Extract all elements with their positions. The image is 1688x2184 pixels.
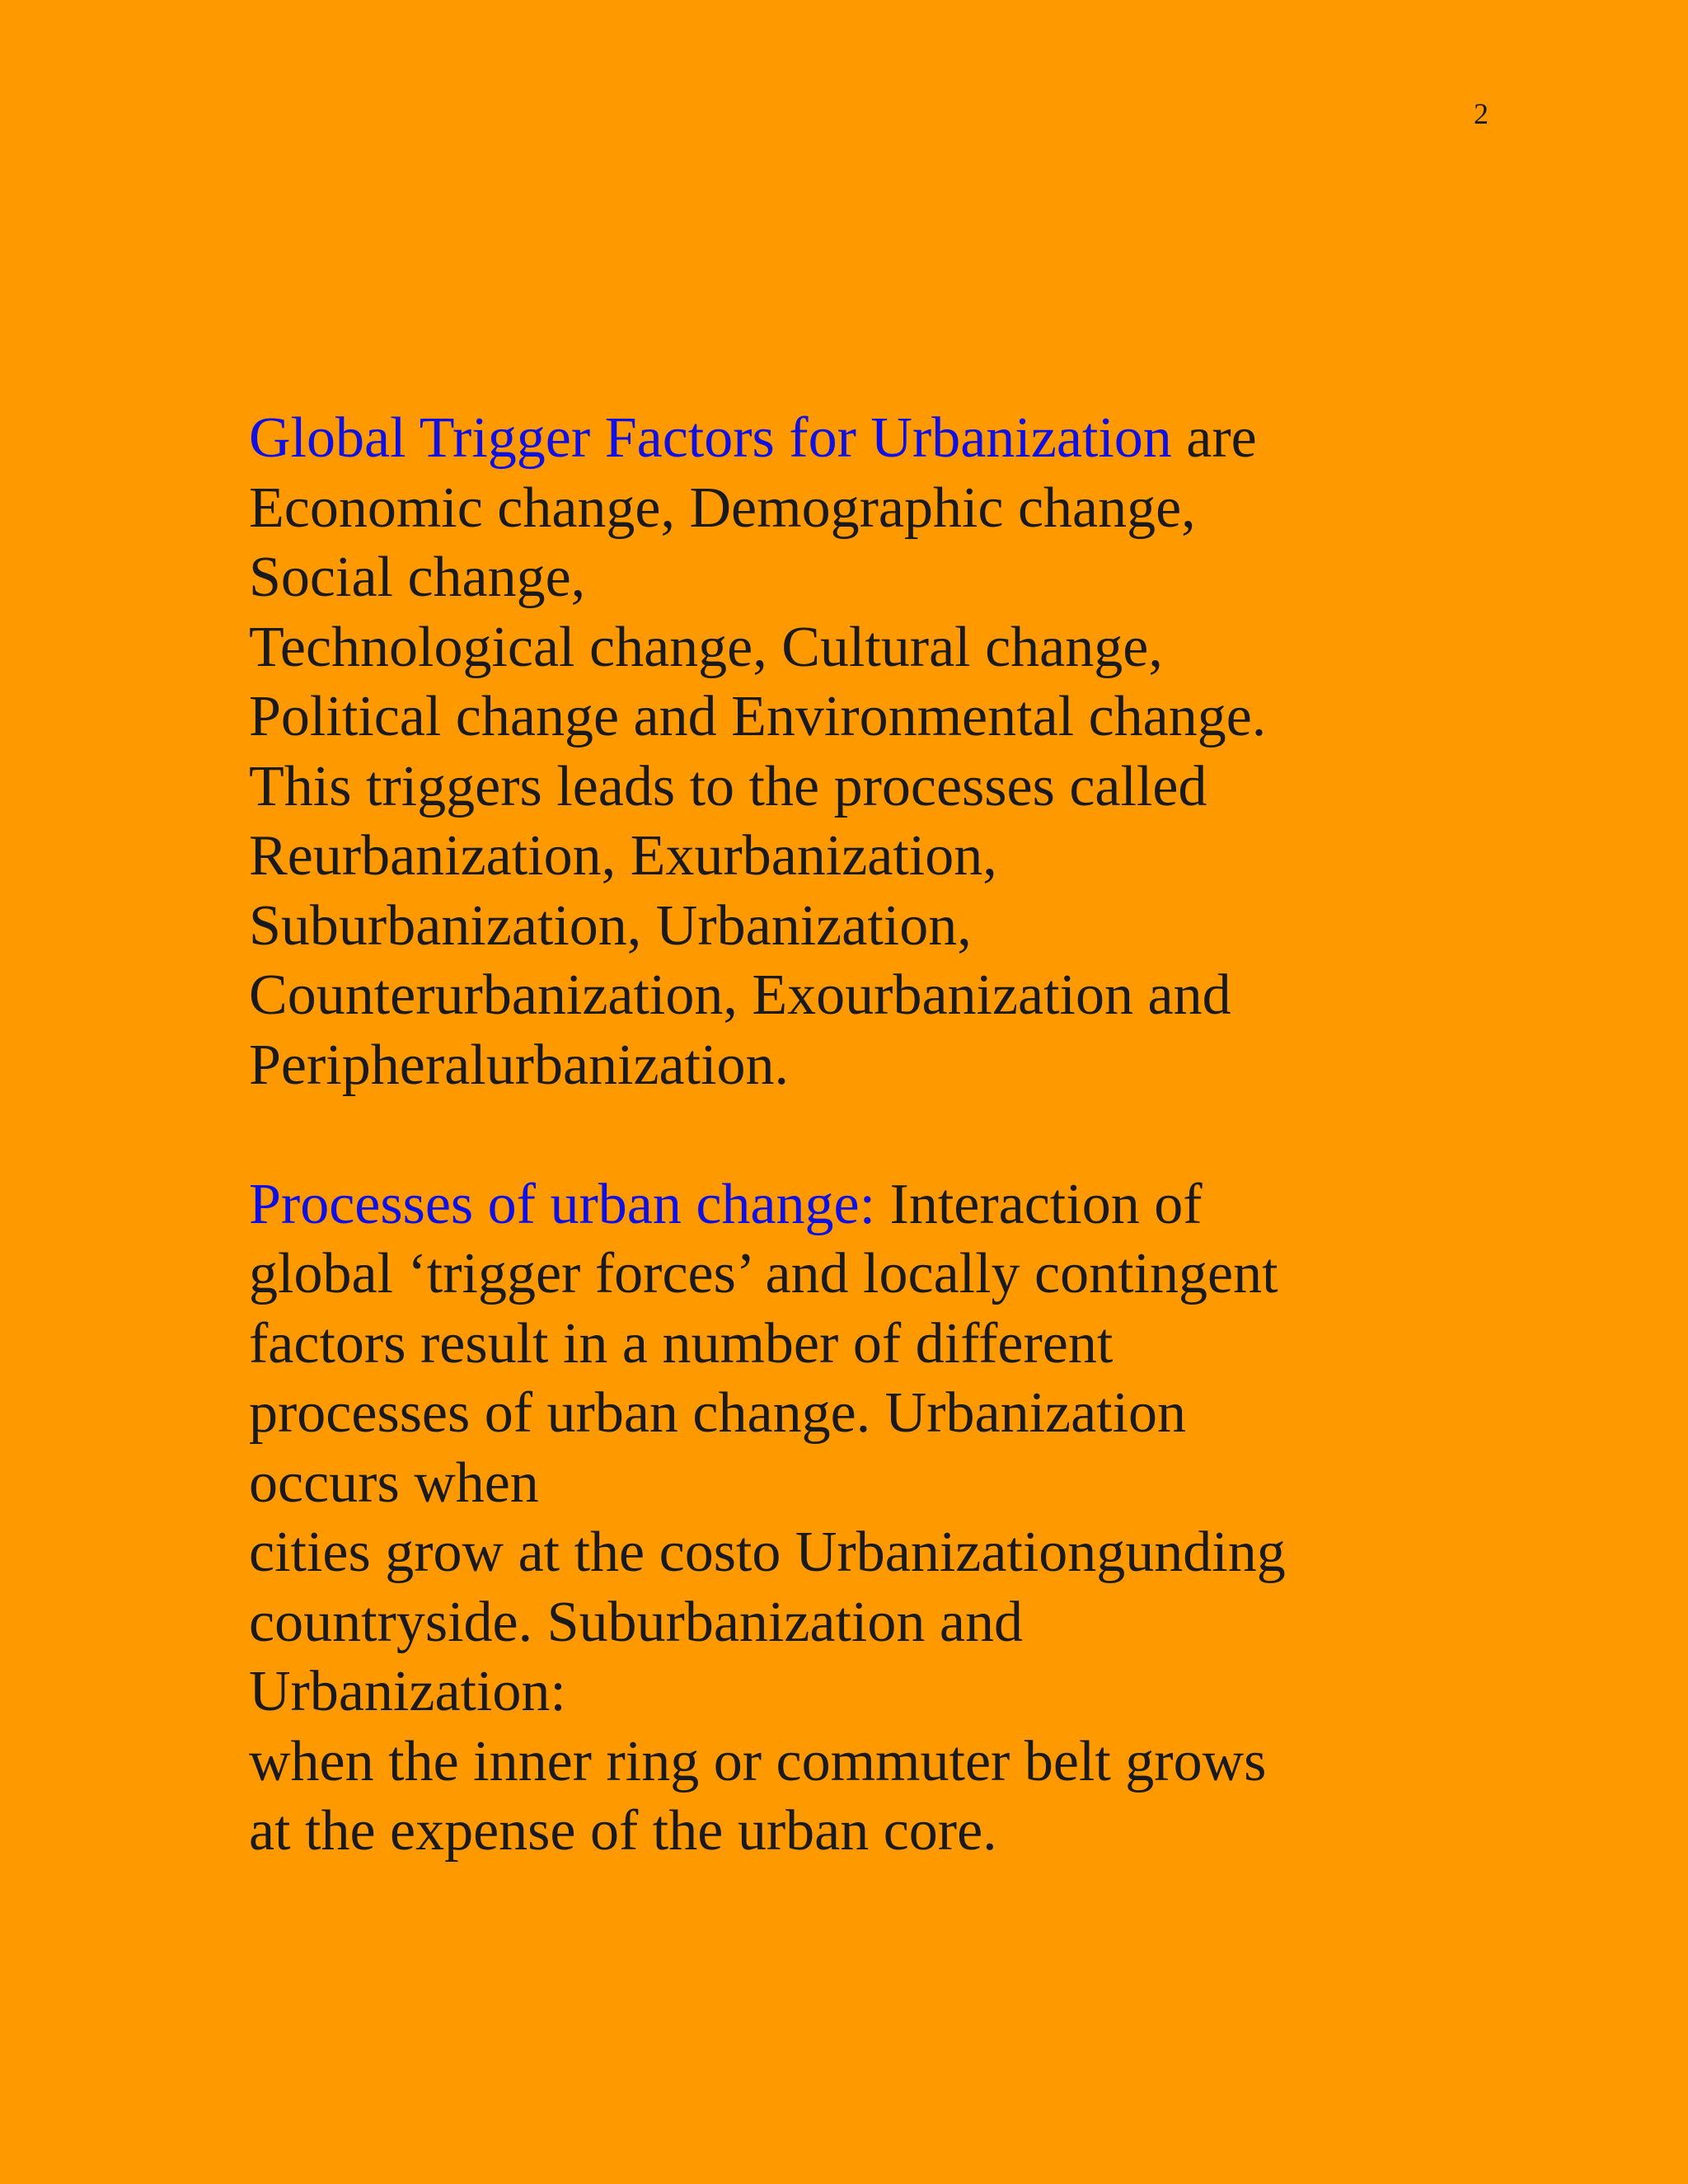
first-line-text: are xyxy=(1171,406,1257,470)
text-line: Political change and Environmental change. xyxy=(249,685,1267,748)
text-line: Peripheralurbanization. xyxy=(249,1033,790,1097)
document-body xyxy=(249,404,1353,1867)
paragraph-first-line xyxy=(249,404,1353,474)
text-line: Urbanization: xyxy=(249,1660,566,1723)
text-line: Economic change, Demographic change, xyxy=(249,476,1196,540)
text-line: occurs when xyxy=(249,1451,539,1515)
text-line: This triggers leads to the processes called xyxy=(249,754,1207,818)
paragraph-processes-of-urban-change xyxy=(249,1170,1353,1867)
text-line: cities grow at the costo Urbanizationgunding xyxy=(249,1521,1286,1584)
paragraph-trigger-factors xyxy=(249,404,1353,1100)
text-line: Reurbanization, Exurbanization, xyxy=(249,824,997,888)
text-line: Social change, xyxy=(249,546,586,609)
text-line: factors result in a number of different xyxy=(249,1311,1114,1376)
text-line: when the inner ring or commuter belt grows xyxy=(249,1729,1267,1793)
heading-global-trigger-factors: Global Trigger Factors for Urbanization xyxy=(249,406,1172,470)
page-number: 2 xyxy=(1474,97,1489,130)
first-line-text: Interaction of xyxy=(875,1172,1203,1236)
text-line: at the expense of the urban core. xyxy=(249,1799,997,1863)
text-line: processes of urban change. Urbanization xyxy=(249,1381,1187,1445)
text-line: Counterurbanization, Exourbanization and xyxy=(249,963,1231,1027)
text-line: countryside. Suburbanization and xyxy=(249,1590,1023,1654)
text-line: global ‘trigger forces’ and locally contingent xyxy=(249,1242,1278,1305)
text-line: Technological change, Cultural change, xyxy=(249,615,1163,679)
paragraph-first-line xyxy=(249,1170,1353,1240)
text-line: Suburbanization, Urbanization, xyxy=(249,893,972,958)
heading-processes-of-urban-change: Processes of urban change: xyxy=(249,1172,876,1236)
